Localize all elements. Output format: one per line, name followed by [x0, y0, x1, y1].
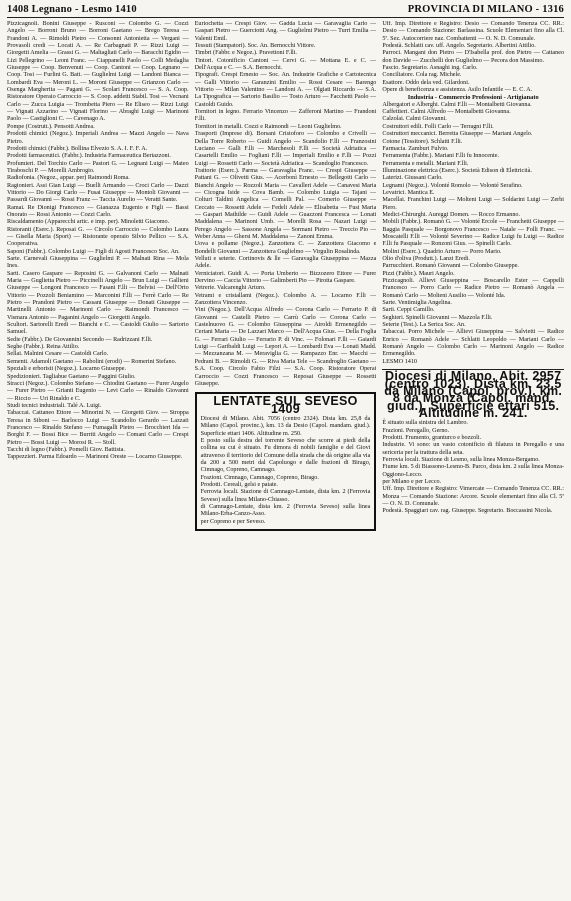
entry: Olio d'oliva (Produtt.). Lanzi Eredi.	[382, 256, 470, 262]
entry: Fascio. Segretario. Asnaghi ing. Carlo.	[382, 65, 478, 72]
column-1	[7, 21, 189, 901]
entry: Esattore. Oddo dela ved. Gilardoni.	[382, 79, 470, 86]
entry: Tacchi di legno (Fabbr.). Pomelli Giov. Battista.	[7, 446, 125, 453]
header-right: PROVINCIA DI MILANO - 1316	[407, 4, 564, 15]
entry: Seterie (Test.). La Serica Soc. An.	[382, 322, 466, 329]
entry: Mobili (Fabbr.). Romanò G. — Volonté Ercole — Franchetti Giuseppe — Baggia Pasquale — Borgonovo Francesco — Natale — Folli Franc. — Moscatelli F.lli — Volonté Severino — Radice Luigi fu Luigi — Radice F.lli fu Pasquale — Ronzoni Gius. — Spinelli Carlo.	[382, 219, 565, 248]
entry: Costruttori edili. Folli Carlo — Terragni F.lli.	[382, 123, 494, 130]
entry: Profumieri. Del Torchio Carlo — Pastori G. — Legnani Luigi — Mateo Tiraboschi P. — Morelli Ambrogio.	[7, 160, 189, 174]
entry: Calzolai. Calmi Giovanni.	[382, 116, 447, 123]
entry: Uff. Imp. Direttore e Registro: Desio — Comando Tenenza CC. RR.: Desio — Comando Stazione: Barlassina. Scuole Elementari fino alla Cl. 5ª. Sez. Autocorriere naz. Combattenti — O. N. D. Comunale.	[382, 21, 565, 42]
column-2	[195, 21, 377, 901]
entry: Medici-Chirurghi. Aureggi Domen. — Rocco Ermanno.	[382, 211, 521, 218]
entry: Timbri (Fabbr. e Negoz.). Pravettoni F.lli.	[194, 50, 297, 57]
entry: Podestà. Spaggiari cav. rag. Giuseppe. Segretario. Boccassini Nicola.	[382, 508, 553, 515]
entry: Farmacia. Zamburi Fulvio.	[382, 145, 449, 152]
entry: Caffettieri. Calmi Alfredo — Montalbetti Giovanna.	[382, 109, 511, 116]
entry: Tipografi. Crespi Ernesto — Soc. An. Industrie Grafiche e Cartotecnica — Galli Vittorio — Garanzini Emilio — Rossi Cesare — Barengo Vittorio — Milan Valentino — Landoni A. — Olgiati Riccardo — S.A. La Tipografica — Sartorio Basilio — Tosto Arturo — Facchetti Paolo — Castoldi Guido.	[194, 72, 377, 108]
entry: Ferrovia locali. Stazione di Lesmo, sulla linea Monza-Bergamo.	[382, 456, 540, 463]
entry: Vini (Negoz.). Dell'Acqua Alfredo — Corona Carlo — Ferrario P. di Giovanni — Castelli Pietro — Carrù Carlo — Corona Carlo — Castelnuovo G. — Colombo Giuseppina — Airoldi Ermenegildo — Ceriani Maria — De Lazzari Marco — Dell'Acqua Gius. — Della Foglia G. — Ferrari Giulio — Ferrario P. di Vinc. — Folonari F.lli — Gaiardi Luigi — Garibaldi Luigi — Lepori A. — Lombardi Eva — Lonati Madd. — Mezzanzana M. — Meraviglia G. — Rampazzo Enr. — Macchi — Pedrani B. — Rimoldi G. — Riva Maria Tele — Scandroglio Gaetano — S.A. Coop. Circolo Fabio Filzi — S.A. Coop. Ristoratore Operai Carroccio — Cozzi Francesco — Reposai Giuseppe — Rossetti Giuseppe.	[194, 307, 377, 387]
entry: Sarte. Ventimiglia Angelina.	[382, 300, 452, 307]
text-columns	[7, 21, 564, 901]
entry: Cotone (Tessitore). Schlatti F.lli.	[382, 138, 463, 145]
entry: Ferramenta (Fabbr.). Mariani F.lli fu Innocente.	[382, 153, 499, 160]
entry: Tabaccai. Porro Michele — Allievi Giuseppina — Salvietti — Radice Enrico — Romanò Adele — Schlatti Leopoldo — Mariani Carlo — Romanò Angelo — Colombo Carlo — Marinoni Angelo — Radice Ermenegildo.	[382, 329, 565, 358]
entry: di Camnago-Lentate, dista km. 2 (Ferrovia Seveso) sulla linea Milano-Erba-Canzo-Asso.	[200, 504, 371, 518]
entry: Radiofonia. (Negoz., appar. per) Raimondi Roma.	[7, 175, 130, 182]
entry: Speziali e erboristi (Negoz.). Locarno Giuseppe.	[7, 366, 127, 373]
entry: Ferrovia locali. Stazione di Camnago-Lentate, dista km. 2 (Ferrovia Seveso) sulla linea Milano-Chiasso.	[200, 489, 371, 503]
entry: Frazioni. Cimnago, Camnago, Copreno, Birago.	[200, 474, 319, 481]
entry: Seghe (Fabbr.). Reina Attilio.	[7, 344, 80, 351]
entry: Sedie (Fabbr.). De Giovannini Secondo — Radrizzani F.lli.	[7, 336, 153, 343]
entry: Prodotti farmaceutici. (Fabbr.). Industria Farmaceutica Bertazzoni.	[7, 153, 171, 160]
entry: Tappezzieri. Parma Edoardo — Marinoni Oreste — Locarno Giuseppe.	[7, 454, 183, 461]
entry: Vetrami e cristallami (Negoz.). Colombo A. — Locarno F.lli — Zanzottera Vincenzo.	[194, 292, 377, 307]
entry: per Copreno e per Seveso.	[200, 518, 266, 525]
entry: Ragionieri. Assi Gian Luigi — Buelli Armando — Croci Carlo — Dazzi Vittorio — Do Giorgi Carlo — Fusai Giuseppe — Montoli Giovanni — Passardi Giovanni — Rossi Franz — Taccia Aurelio — Veratti Sante.	[7, 182, 189, 204]
entry: Pompe (Costrutt.). Pensotti Andrea.	[7, 123, 95, 130]
entry: Parrucchieri. Romanò Giovanni — Colombo Giuseppe.	[382, 263, 519, 270]
entry: LESMO 1410	[382, 358, 417, 365]
entry: Seghieri. Spinelli Giovanni — Mazzola F.lli.	[382, 314, 493, 321]
entry: Stracci (Negoz.). Colombo Stefano — Chiodini Gaetano — Furer Angelo — Furer Pietro — Grianti Eugenio — Levi Carlo — Rinaldo Giovanni — Riccio — Uri Rinaldo e C.	[7, 380, 189, 402]
town-title: Diocesi di Milano, Abit. 2957 (centro 1023). Dista km. 23,5 da Milano (Capol. prov.), km. 8 da Monza (Capol. mand. giud.). Superficie ettari 515. Altitudine m. 241.	[384, 369, 563, 420]
entry: Fiume km. 5 di Biassono-Lesmo-B. Parco, dista km. 2 sulla linea Monza-Oggiono-Lecco.	[382, 464, 565, 478]
entry: E posto sulla destra del torrente Seveso che scorre ai piedi della collina su cui è situato. Fu dimora di nobili famiglie e del Giovi attraverso il territorio del Comune della strada che dà origine alla via da 200 a 500 metri dal Capoluogo e dalle frazioni di Birago, Cimnago, Copreno, Camnago.	[200, 437, 371, 474]
entry: Costruttori meccanici. Berretta Giuseppe — Mariani Angelo.	[382, 131, 533, 138]
entry: Conciliatore. Cola rag. Michele.	[382, 72, 462, 79]
entry: Uff. Imp. Direttore e Registro: Vimercate — Comando Tenenza CC. RR.: Monza — Comando Stazione: Arcore. Scuole elementari fino alla Cl. 5ª — O. N. D. Comunale.	[382, 486, 565, 507]
entry: Levatrici. Mantica E.	[382, 189, 435, 196]
entry: Euriochetta — Crespi Giov. — Gadda Lucia — Garavaglia Carlo — Gaspari Pietro — Guerciotti Ang. — Guglielmi Pietro — Turri Emilia — Valenti Emil.	[194, 21, 377, 42]
entry: Prodotti chimici (Fabbr.). Bollina Elvezio S. A. I. F. F. A.	[7, 145, 148, 152]
entry: Tornitori in metalli. Cozzi e Raimondi — Leoni Guglielmo.	[194, 123, 342, 130]
town-title: LENTATE SUL SEVESO 1409	[213, 394, 358, 416]
entry: Prodotti chimici (Negoz.). Imperiali Andrea — Mazzi Angelo — Nava Pietro.	[7, 131, 189, 145]
entry: Illuminazione elettrica (Eserc.). Società Edison di Elettricità.	[382, 167, 532, 174]
entry: Trasporti (Imprese di). Borsani Cristoforo — Colombo e Crivelli — Della Torre Roberto — Guidi Angelo — Scandolio F.lli — Franzosini Luciano — Galli F.lli — Marchesoli F.lli — Società Adriatica — Casartelli Emilio — Fogliani F.lli — Imperiali Emilio e F.lli — Pozzi Luigi — Rossetti Carlo — Società Adriatica — Scandoglio Francesco.	[194, 131, 377, 167]
entry: Studi tecnici industriali. Talé A. Luigi.	[7, 402, 102, 409]
entry: Ferramenta e metalli. Mariani F.lli.	[382, 160, 469, 167]
entry: Macellai. Franchini Luigi — Molteni Luigi — Soldarini Luigi — Zerbi Piero.	[382, 197, 565, 211]
entry: Verniciatori. Guidi A. — Porta Umberto — Bizzozero Ettore — Furer Dervino — Caccia Vittorio — Galimberti Pio — Pirotta Gaspare.	[194, 270, 377, 285]
entry: Diocesi di Milano. Abit. 7056 (centro 2324). Dista km. 25,8 da Milano (Capol. provinc.), km. 13 da Desio (Capol. mandam. giud.). Superficie ettari 1406. Altitudine m. 250.	[200, 415, 371, 437]
entry: Podestà. Schlatti cav. uff. Angelo. Segretario. Albertini Attilio.	[382, 43, 536, 50]
entry: Sarti. Ceppi Camillo.	[382, 307, 435, 314]
section-heading: Industria - Commercio Professioni - Artigianato	[407, 94, 539, 102]
entry: Prodotti. Cereali, gelsi e patate.	[200, 481, 278, 488]
lentate-section	[195, 392, 377, 531]
entry: Riscaldamento (Apparecchi artic. e imp. per). Minoletti Giacomo.	[7, 219, 170, 226]
entry: Parroci. Mangani don Pietro — D'Isabella prof. don Pietro — Cattaneo don Davide — Zucchelli don Guglielmo — Pecora don Massimo.	[382, 50, 565, 64]
entry: Sementi. Adamoli Gaetano — Rabolini (erodi) — Romerini Stefano.	[7, 358, 177, 365]
entry: Saponi (Fabbr.). Colombo Luigi — Figli di Agosti Francesco Soc. An.	[7, 248, 180, 255]
entry: Tintori. Cotonificio Cantoni — Cervi G. — Mottana E. e C. — Dell'Acqua e C. — S.A. Bernocchi.	[194, 57, 377, 72]
entry: Albergatori e Alberghi. Calmi F.lli — Montalbetti Giovanna.	[382, 101, 532, 108]
entry: Sellai. Malnini Cesare — Castoldi Carlo.	[7, 351, 109, 358]
entry: Prodotti. Frumento, granturco e bozzoli.	[382, 434, 482, 441]
entry: per Milano e per Lecco.	[382, 478, 442, 485]
entry: Uova e pollame (Negoz.). Zanzottera C. — Zanzottera Giacomo e Bondelli Giovanni — Zanzottera Guglielmo — Virgulin Rosalinda.	[194, 241, 377, 255]
entry: Molini (Eserc.). Quadrio Arturo — Porro Mario.	[382, 248, 502, 255]
entry: Tornitori in legno. Ferrario Vincenzo — Zafferoni Martino — Frandoni F.lli.	[194, 109, 377, 123]
entry: Laterizi. Giussani Carlo.	[382, 175, 443, 182]
entry: Scultori. Sartorelli Eredi — Bianchi e C. — Castoldi Giulio — Sartorio Samuel.	[7, 322, 189, 336]
entry: Sarte. Carnevali Giuseppina — Guglielmi P. — Malnati Rina — Mola Ines.	[7, 256, 189, 270]
entry: Pizzicagnoli. Bonini Giuseppe - Rusconi — Colombo G. — Cozzi Angelo — Borroni Bruno — Borroni Gaetano — Brego Teresa — Frandoni A. — Rimoldi Pietro — Consonni Antonietta — Vergani — Provasoli credi — Locati A. — Re Carbagnati P. — Rizzi Luigi — Giorgetti Amelia — Grassi G. — Maltagliati Carlo — Baracchi Egidio — Lizi Pellegrino — Leoni Franc. — Ciappanelli Paolo — Colli Medaglia Giuseppe — Coop. Benvenuti — Coop. Cantoni — Coop. Legnano — Coop. Tosi — Furlini G. Batt. — Guglielmi Luigi — Landoni Bianca — Lombardi Eva — Meroni L. — Moroni Giuseppe — Grianzon Carlo — Osenga Margherita — Pagani G. — Scolari Francesco — S. A. Coop. Ristoratore Operaio Carroccio — S. Coop. addetti Stabil. Tosi — Vecnani Carlo — Zucca Luigia — Trombetta Piero — Re Eliseo — Rizzi Luigi — Vignati Azzarino — Vignati Florino — Abraghi Luigi — Marinoni Paolo — Castiglioni C. — Cavenago A.	[7, 21, 189, 123]
entry: Legnami (Negoz.). Volonté Romolo — Volonté Serafino.	[382, 182, 523, 189]
entry: Vetrerie. Valcarenghi Arturo.	[194, 285, 266, 292]
entry: Tabaccai. Cattaneo Ettore — Minorini N. — Giorgetti Giov. — Stroppa Teresa in Siboni — Barlocco Luigi — Scandolio Gerardo — Lazzati Francesco — Rinaldo Stefano — Fumagalli Pietro — Brocchieri Ida — Borghi F. — Bossi Bice — Burriti Angelo — Comani Carlo — Crespi Pietro — Bossi Luigi — Morosi R. — Stoll.	[7, 410, 189, 446]
entry: Frazioni. Peregallo, Gerno.	[382, 427, 450, 434]
entry: Ramai. Re Dionigi Francesco — Gianazza Eugenio e Figli — Bassi Onorato — Rossi Antonio — Cozzi Carlo.	[7, 204, 189, 218]
entry: Sarti. Casero Gaspare — Reposini G. — Galvanoni Carlo — Malnati Maria — Guglietta Pietro — Piccinelli Angelo — Brun Luigi — Gallieni Giuseppe — Longoni Francesco — Fasani F.lli — Belvisi — Dell'Orto Vittorio — Pozzoli Beniamino — Marconini F.lli — Ferrè Carlo — Re Pietro — Prandoni Pietro — Cassani Giuseppe — Donati Giuseppe — Martinelli Antonio — Marinoni Carlo — Raimondi Francesco — Vismara Antonio — Paganini Angelo — Giorgetti Angelo.	[7, 270, 189, 321]
entry: Tessuti (Stampatori). Soc. An. Bernocchi Vittore.	[194, 43, 316, 50]
entry: Trattorie (Eserc.). Parma — Garavaglia Franc. — Crespi Giuseppe — Pattani G. — Olivetti Gius. — Acerbonì Ernesto — Bellegotti Carlo — Bianchi Angelo — Rozzoli Maria — Cavalleri Adele — Canavesi Maria — Cicogna Iside — Cova Bamb. — Colombo Luigia — Tajani — Colturi Taldini Angelica — Comelli Pal. — Comerio Giuseppe — Ceccato — Rossetti Adele — Fedeli Adele — Elisabetta — Fusi Maria — Gaspari Mathilde — Guidi Adele — Guazzoni Francesca — Lonati Maddalena — Marinoni Umb. — Morelli Rosa — Nazari Luigi — Perego Angelo — Sassone Angela — Sormani Pietro — Treccio Pio — Weber Anna — Ghersi M. Maddalena — Zanoni Emma.	[194, 167, 377, 240]
entry: Pizzi (Fabbr.). Mauri Angelo.	[382, 270, 455, 277]
entry: Pizzicagnoli. Allievi Giuseppina — Boscarello Ester — Cappelli Francesco — Porro Carlo — Radice Pietro — Romanò Angela — Romanò Carlo — Molteni Ausilio — Volonté Ida.	[382, 278, 565, 299]
entry: Ristoranti (Eserc.). Reposai G. — Circolo Carroccio — Colombo Laura — Gisella Maria (Sport) — Ristorante operaio Silvio Pellico — S.A. Cooperativa.	[7, 226, 189, 248]
page-header	[7, 4, 564, 18]
entry: Spedizionieri. Tagliabue Gaetano — Paggini Giulio.	[7, 373, 136, 380]
entry: Industrie. Vi sono: un vasto cotonificio di filatura in Peregallo e una sericeria per la trattura della seta.	[382, 442, 565, 456]
column-3	[382, 21, 564, 901]
header-left: 1408 Legnano - Lesmo 1410	[7, 4, 137, 15]
entry: Velluti e seterie. Cortinovis & lle — Garavaglia Giuseppina — Mazza Adele.	[194, 256, 377, 270]
entry: È situato sulla sinistra del Lambro.	[382, 420, 468, 427]
entry: Opere di beneficenza e assistenza. Asilo Infantile — E. C. A.	[382, 87, 533, 94]
